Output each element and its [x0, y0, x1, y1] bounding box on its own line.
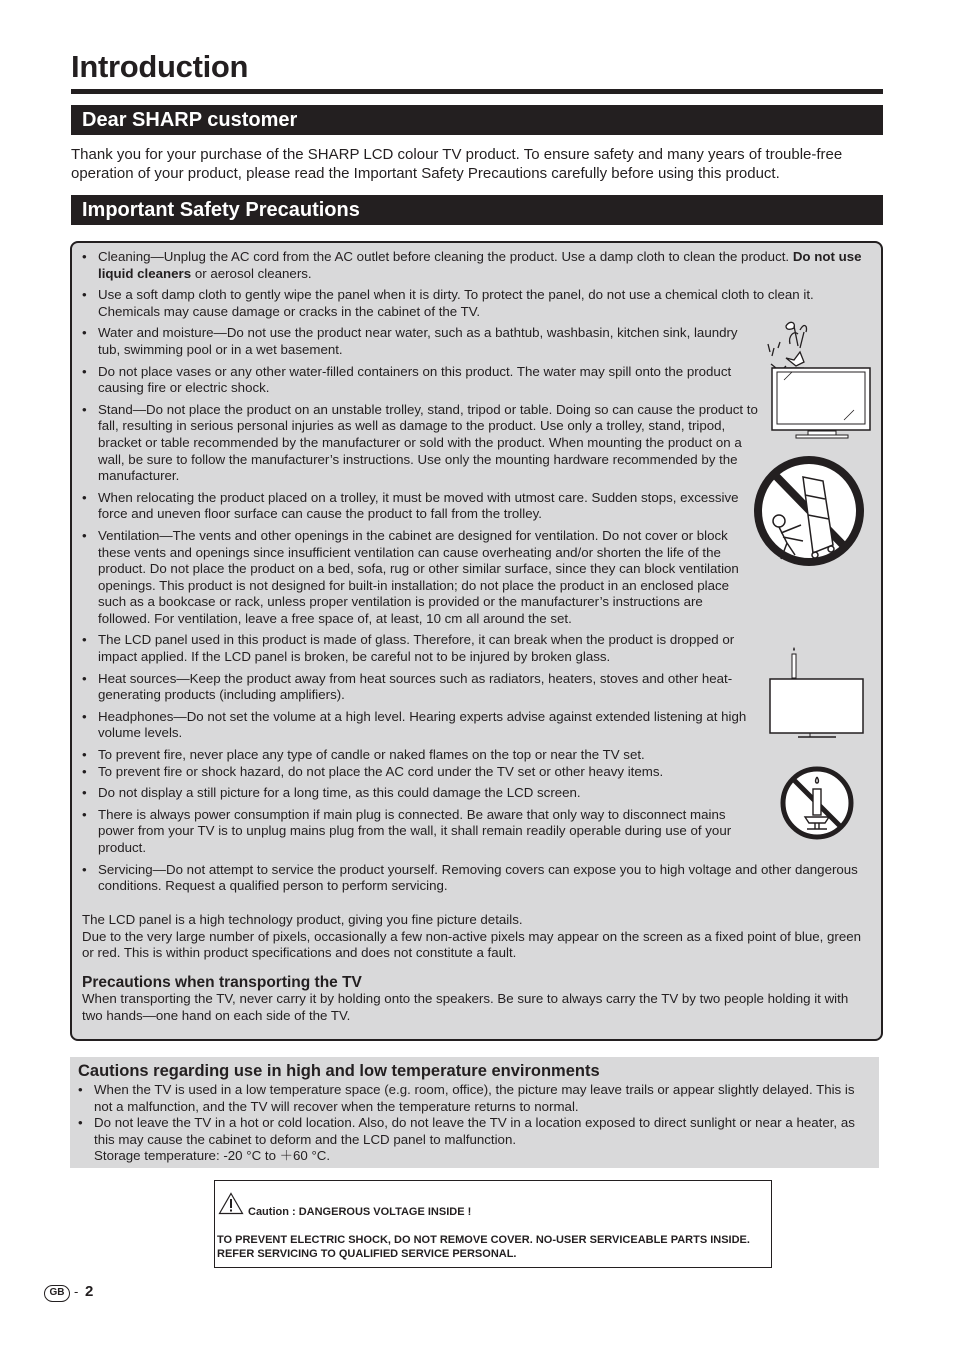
- safety-item-bold: Do not use liquid cleaners: [98, 249, 862, 281]
- safety-item-ac-cord: • To prevent fire or shock hazard, do not place the AC cord under the TV set or other heavy items.: [82, 764, 758, 781]
- safety-item-water: • Water and moisture—Do not use the product near water, such as a bathtub, washbasin, kitchen sink, laundry tub, swimming pool or in a wet basement.: [82, 325, 758, 358]
- safety-item-panel-cleaning: • Use a soft damp cloth to gently wipe the panel when it is dirty. To protect the panel, do not use a chemical cloth to clean it. Chemicals may cause damage or cracks in the cabinet of the TV.: [82, 287, 872, 320]
- safety-item-still-picture: • Do not display a still picture for a long time, as this could damage the LCD screen.: [82, 785, 758, 802]
- caution-body: TO PREVENT ELECTRIC SHOCK, DO NOT REMOVE COVER. NO-USER SERVICEABLE PARTS INSIDE. REFER SERVICING TO QUALIFIED SERVICE PERSONAL.: [217, 1234, 750, 1260]
- safety-item-servicing: • Servicing—Do not attempt to service the product yourself. Removing covers can expose you to high voltage and other dangerous conditions. Request a qualified person to perform servicing.: [82, 862, 872, 895]
- safety-list: [82, 249, 872, 900]
- temperature-list: [78, 1082, 874, 1165]
- temperature-item-text: Do not leave the TV in a hot or cold location. Also, do not leave the TV in a location exposed to direct sunlight or near a heater, as this may cause the cabinet to deform and the LCD panel to malfunction.: [94, 1115, 855, 1147]
- safety-item-heat: • Heat sources—Keep the product away from heat sources such as radiators, heaters, stoves and other heat-generating products (including amplifiers).: [82, 671, 758, 704]
- no-trolley-icon: [753, 455, 865, 567]
- temperature-item-low: • When the TV is used in a low temperature space (e.g. room, office), the picture may leave trails or appear slightly delayed. This is not a malfunction, and the TV will recover when the temperature returns to normal.: [78, 1082, 874, 1115]
- safety-item-candle: • To prevent fire, never place any type of candle or naked flames on the top or near the TV set.: [82, 747, 758, 764]
- safety-item-headphones: • Headphones—Do not set the volume at a high level. Hearing experts advise against extended listening at high volume levels.: [82, 709, 763, 742]
- no-candle-icon: [779, 765, 855, 841]
- safety-item-tail: or aerosol cleaners.: [191, 265, 312, 281]
- temperature-heading: Cautions regarding use in high and low temperature environments: [78, 1062, 600, 1080]
- safety-item-text: Cleaning—Unplug the AC cord from the AC outlet before cleaning the product. Use a damp cloth to clean the product.: [98, 249, 793, 264]
- safety-item-vases: • Do not place vases or any other water-filled containers on this product. The water may spill onto the product causing fire or electric shock.: [82, 364, 758, 397]
- safety-item-relocating: • When relocating the product placed on a trolley, it must be moved with utmost care. Sudden stops, excessive force and uneven floor surface can cause the product to fall from the trolley.: [82, 490, 763, 523]
- transport-heading: Precautions when transporting the TV: [82, 974, 362, 991]
- vase-on-tv-icon: [760, 316, 875, 442]
- lcd-note: [82, 912, 872, 962]
- safety-item-power: • There is always power consumption if main plug is connected. Be aware that only way to disconnect mains power from your TV is to unplug mains plug from the wall, it shall remain readily operable during use of your product.: [82, 807, 748, 857]
- page-number-separator: -: [74, 1284, 79, 1299]
- title-rule: [71, 89, 883, 94]
- lcd-note-line: Due to the very large number of pixels, occasionally a few non-active pixels may appear on the screen as a fixed point of blue, green or red. This is within product specifications and does not constitute a fault.: [82, 928, 862, 961]
- section-heading-dear-customer: Dear SHARP customer: [71, 105, 883, 135]
- page-title: Introduction: [71, 49, 249, 84]
- section-heading-safety: Important Safety Precautions: [71, 195, 883, 225]
- lcd-note-line: The LCD panel is a high technology product, giving you fine picture details.: [82, 912, 523, 927]
- safety-item-glass: • The LCD panel used in this product is made of glass. Therefore, it can break when the product is dropped or impact applied. If the LCD panel is broken, be careful not to be injured by broken glass.: [82, 632, 758, 665]
- temperature-item-hot-cold: [78, 1115, 874, 1165]
- warning-triangle-icon: [218, 1192, 244, 1215]
- region-badge: GB: [44, 1285, 70, 1302]
- intro-paragraph: Thank you for your purchase of the SHARP LCD colour TV product. To ensure safety and many years of trouble-free operation of your product, please read the Important Safety Precautions carefully before using this product.: [71, 146, 843, 182]
- transport-text: When transporting the TV, never carry it by holding onto the speakers. Be sure to always carry the TV by two people holding it with two hands—one hand on each side of the TV.: [82, 991, 849, 1023]
- safety-item-cleaning: [82, 249, 872, 282]
- safety-item-stand: • Stand—Do not place the product on an unstable trolley, stand, tripod or table. Doing so can cause the product to fall, resulting in serious personal injuries as well as damage to the product. Use only a trolley, stand, tripod, bracket or table recommended by the manufacturer or sold with the product. When mounting the product on a wall, be sure to follow the manufacturer’s instructions. Use only the mounting hardware recommended by the manufacturer.: [82, 402, 763, 485]
- safety-item-text: • Ventilation—The vents and other openings in the cabinet are designed for ventilation. Do not cover or block these vents and openings since insufficient ventilation can cause overheating and/or shorten the life of the product. Do not place the product on a bed, sofa, rug or other similar surface, since they can block ventilation openings. This product is not designed for built-in installation; do not place the product in an enclosed place such as a bookcase or rack, unless proper ventilation is provided or the manufacturer’s instructions are followed. For ventilation, leave a free space of, at least, 10 cm all around the set.: [98, 527, 739, 626]
- candle-on-tv-icon: [766, 645, 866, 741]
- page-number: 2: [85, 1283, 94, 1300]
- caution-title: Caution : DANGEROUS VOLTAGE INSIDE !: [248, 1206, 472, 1218]
- storage-temperature: Storage temperature: -20 °C to ＋60 °C.: [94, 1148, 331, 1164]
